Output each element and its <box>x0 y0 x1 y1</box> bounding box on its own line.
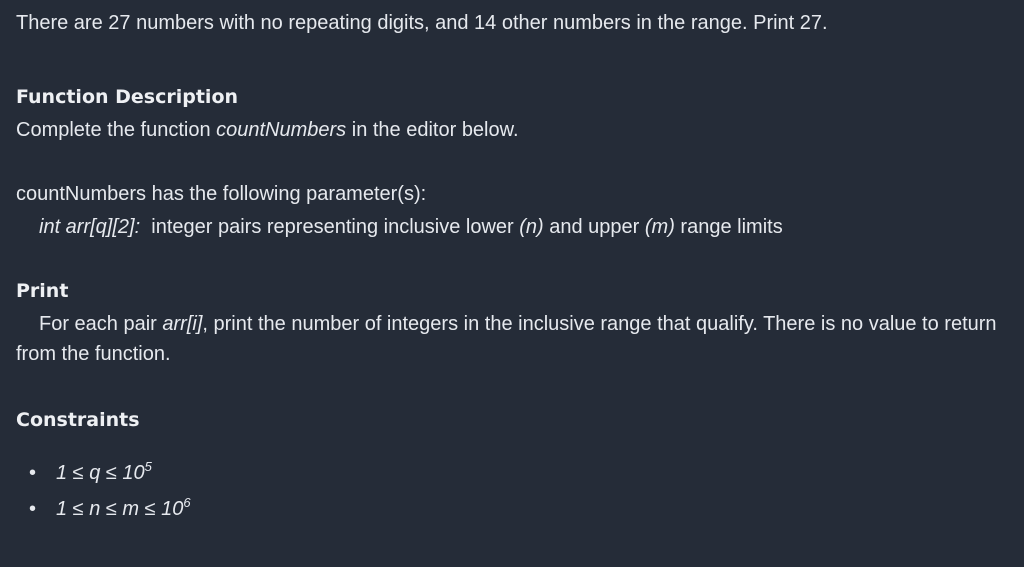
parameter-line <box>16 212 1008 242</box>
constraint-expr: 1 ≤ q ≤ 10 <box>56 462 145 484</box>
print-text <box>16 309 1006 369</box>
function-name: countNumbers <box>216 119 347 141</box>
constraint-item-nm <box>16 493 1008 526</box>
constraint-exponent: 5 <box>144 459 152 474</box>
parameter-desc-3: range limits <box>674 216 783 238</box>
parameter-desc-1: integer pairs representing inclusive lower <box>140 216 520 238</box>
function-description-text <box>16 115 1008 145</box>
parameter-var-m: (m) <box>644 216 675 238</box>
constraints-list <box>16 457 1008 526</box>
function-description-suffix: in the editor below. <box>346 119 519 141</box>
constraints-heading: Constraints <box>16 409 140 431</box>
print-text-suffix: , print the number of integers in the inclusive range that qualify. There is no value to return from the function. <box>16 313 997 365</box>
parameter-desc-2: and upper <box>543 216 645 238</box>
constraint-expr: 1 ≤ n ≤ m ≤ 10 <box>56 498 184 520</box>
constraint-exponent: 6 <box>183 495 191 510</box>
parameter-signature: int arr[q][2]: <box>39 216 141 238</box>
print-var-arr: arr[i] <box>162 313 203 335</box>
function-description-prefix: Complete the function <box>16 119 217 141</box>
function-description-heading: Function Description <box>16 86 239 108</box>
bullet-icon: • <box>29 462 37 484</box>
bullet-icon: • <box>29 498 37 520</box>
intro-text: There are 27 numbers with no repeating digits, and 14 other numbers in the range. Print 27. <box>16 12 828 34</box>
parameters-header: countNumbers has the following parameter(s): <box>16 183 427 205</box>
parameter-var-n: (n) <box>519 216 544 238</box>
print-heading: Print <box>16 280 69 302</box>
constraint-item-q <box>16 457 1008 490</box>
print-text-prefix: For each pair <box>39 313 163 335</box>
